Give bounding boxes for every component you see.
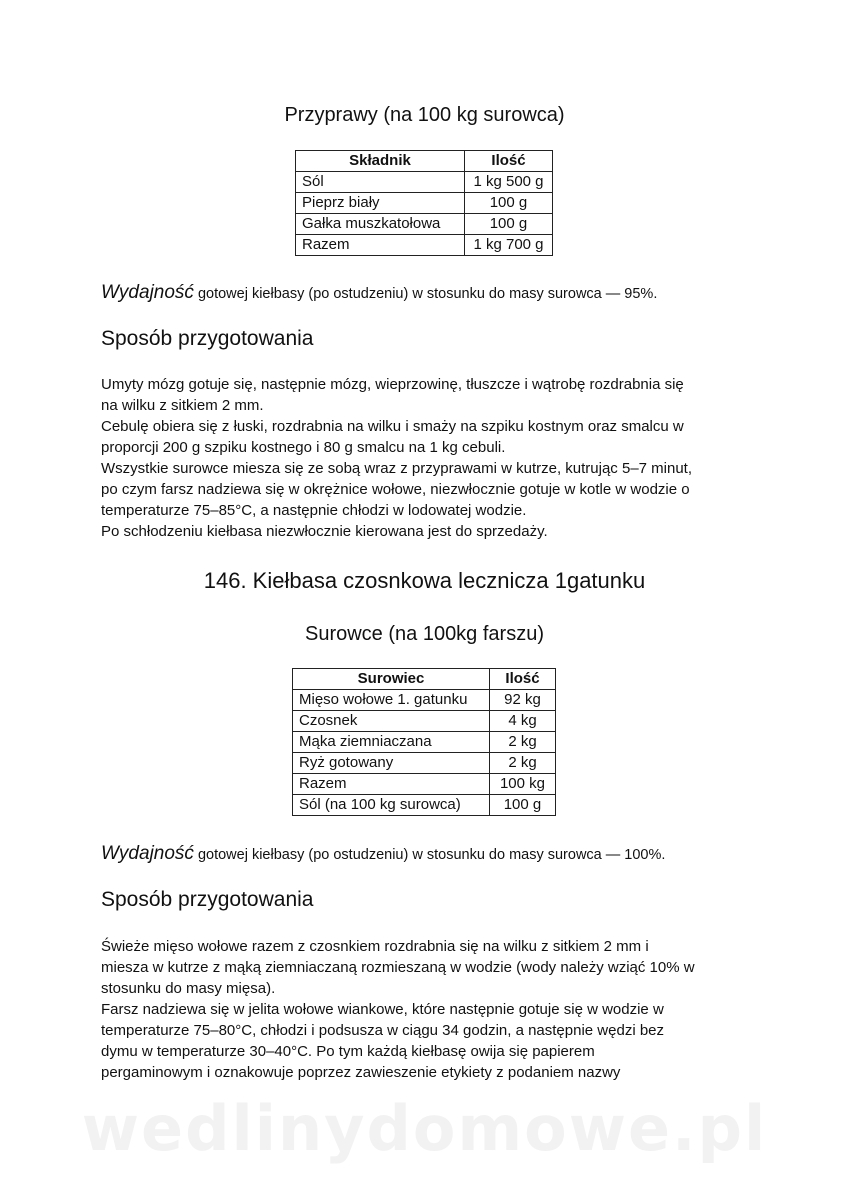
table-header-row xyxy=(296,151,553,172)
table-cell: 100 g xyxy=(490,795,556,816)
yield-line xyxy=(101,282,657,304)
table-cell: Razem xyxy=(293,774,490,795)
text-line: pergaminowym i oznakowuje poprzez zawieszenie etykiety z podaniem nazwy xyxy=(101,1064,621,1081)
table-cell: Ryż gotowany xyxy=(293,753,490,774)
method-heading: Sposób przygotowania xyxy=(101,888,314,911)
table-header-row xyxy=(293,669,556,690)
table-row xyxy=(296,172,553,193)
method-paragraph xyxy=(101,374,761,542)
ingredients-table xyxy=(292,668,556,816)
table-cell: 2 kg xyxy=(490,732,556,753)
table-row xyxy=(293,711,556,732)
text-line: miesza w kutrze z mąką ziemniaczaną rozmieszaną w wodzie (wody należy wziąć 10% w xyxy=(101,959,695,976)
table-cell: 2 kg xyxy=(490,753,556,774)
column-header: Składnik xyxy=(296,151,465,172)
table-cell: Czosnek xyxy=(293,711,490,732)
text-line: po czym farsz nadziewa się w okrężnice wołowe, niezwłocznie gotuje w kotle w wodzie o xyxy=(101,481,690,498)
table-cell: 92 kg xyxy=(490,690,556,711)
table-row xyxy=(293,690,556,711)
yield-label: Wydajność xyxy=(101,843,194,864)
table-row xyxy=(293,795,556,816)
column-header: Ilość xyxy=(465,151,553,172)
column-header: Ilość xyxy=(490,669,556,690)
column-header: Surowiec xyxy=(293,669,490,690)
text-line: Farsz nadziewa się w jelita wołowe wiankowe, które następnie gotuje się w wodzie w xyxy=(101,1001,664,1018)
text-line: dymu w temperaturze 30–40°C. Po tym każdą kiełbasę owija się papierem xyxy=(101,1043,595,1060)
text-line: Cebulę obiera się z łuski, rozdrabnia na wilku i smaży na szpiku kostnym oraz smalcu w xyxy=(101,418,684,435)
yield-label: Wydajność xyxy=(101,282,194,303)
method-heading: Sposób przygotowania xyxy=(101,327,314,350)
table-cell: 1 kg 500 g xyxy=(465,172,553,193)
yield-line xyxy=(101,843,665,865)
text-line: temperaturze 75–85°C, a następnie chłodzi w lodowatej wodzie. xyxy=(101,502,527,519)
method-paragraph xyxy=(101,936,761,1083)
watermark: wedlinydomowe.pl xyxy=(81,1092,768,1165)
table-cell: Sól xyxy=(296,172,465,193)
recipe-title: 146. Kiełbasa czosnkowa lecznicza 1gatunku xyxy=(203,568,646,593)
text-line: stosunku do masy mięsa). xyxy=(101,980,276,997)
text-line: Umyty mózg gotuje się, następnie mózg, wieprzowinę, tłuszcze i wątrobę rozdrabnia się xyxy=(101,376,684,393)
table-cell: 1 kg 700 g xyxy=(465,235,553,256)
table-row xyxy=(296,193,553,214)
table-row xyxy=(293,732,556,753)
table-cell: Gałka muszkatołowa xyxy=(296,214,465,235)
table-cell: 100 g xyxy=(465,214,553,235)
table-cell: Pieprz biały xyxy=(296,193,465,214)
text-line: na wilku z sitkiem 2 mm. xyxy=(101,397,264,414)
table-row xyxy=(293,753,556,774)
yield-text: gotowej kiełbasy (po ostudzeniu) w stosunku do masy surowca — 95%. xyxy=(193,286,658,302)
table-cell: Sól (na 100 kg surowca) xyxy=(293,795,490,816)
text-line: proporcji 200 g szpiku kostnego i 80 g smalcu na 1 kg cebuli. xyxy=(101,439,506,456)
table-cell: 4 kg xyxy=(490,711,556,732)
spices-heading: Przyprawy (na 100 kg surowca) xyxy=(284,104,565,126)
ingredients-heading: Surowce (na 100kg farszu) xyxy=(304,623,544,645)
table-cell: Mięso wołowe 1. gatunku xyxy=(293,690,490,711)
text-line: Wszystkie surowce miesza się ze sobą wraz z przyprawami w kutrze, kutrując 5–7 minut, xyxy=(101,460,693,477)
table-row xyxy=(296,235,553,256)
table-cell: 100 g xyxy=(465,193,553,214)
table-cell: Mąka ziemniaczana xyxy=(293,732,490,753)
table-row xyxy=(293,774,556,795)
table-row xyxy=(296,214,553,235)
text-line: Świeże mięso wołowe razem z czosnkiem rozdrabnia się na wilku z sitkiem 2 mm i xyxy=(101,938,649,955)
text-line: temperaturze 75–80°C, chłodzi i podsusza w ciągu 34 godzin, a następnie wędzi bez xyxy=(101,1022,665,1039)
text-line: Po schłodzeniu kiełbasa niezwłocznie kierowana jest do sprzedaży. xyxy=(101,523,548,540)
table-cell: 100 kg xyxy=(490,774,556,795)
spices-table xyxy=(295,150,553,256)
yield-text: gotowej kiełbasy (po ostudzeniu) w stosunku do masy surowca — 100%. xyxy=(193,847,666,863)
table-cell: Razem xyxy=(296,235,465,256)
